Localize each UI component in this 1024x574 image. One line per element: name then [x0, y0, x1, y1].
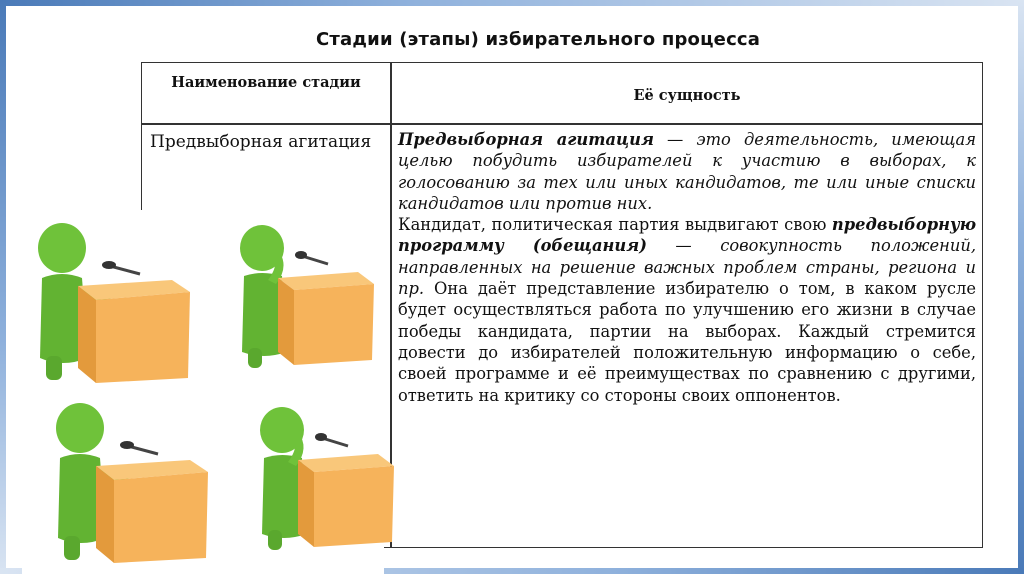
speakers-illustration	[22, 210, 384, 574]
slide-frame-left	[0, 0, 6, 574]
column-header-essence: Её сущность	[633, 87, 741, 104]
header-divider	[142, 123, 982, 125]
definition-campaigning: это деятельность, имеющая целью побудить избирателей к участию в выборах, к голосованию за тех или иных кандидатов, те или иные списки кандидатов или против них.	[398, 130, 977, 213]
dash: —	[653, 130, 697, 149]
slide-title: Стадии (этапы) избирательного процесса	[316, 29, 761, 50]
paragraph-candidate-rest: Она даёт представление избирателю о том, в каком русле будет осуществляться работа по улучшению его жизни в случае победы кандидата, партии на выборах. Каждый стремится довести до избирателей положительную информацию о себе, своей программе и её преимуществах по сравнению с другими, ответить на критику со стороны своих оппонентов.	[398, 279, 976, 405]
stage-name-cell: Предвыборная агитация	[150, 132, 372, 152]
speaker-at-podium-icon	[252, 402, 402, 552]
term-campaigning: Предвыборная агитация	[398, 130, 654, 149]
slide-frame-right	[1018, 0, 1024, 574]
paragraph-candidate-start: Кандидат, политическая партия выдвигают свою	[398, 215, 832, 235]
speaker-at-podium-icon	[232, 220, 382, 370]
speaker-at-podium-icon	[40, 398, 215, 563]
speaker-at-podium-icon	[22, 218, 197, 383]
definition-program: совокупность положений, направленных на решение важных проблем страны, региона и пр.	[398, 236, 976, 299]
dash: —	[646, 236, 721, 256]
column-header-stage: Наименование стадии	[171, 74, 361, 91]
term-program: предвыборную программу (обещания)	[398, 215, 976, 256]
essence-cell	[398, 129, 976, 406]
slide-frame-top	[0, 0, 1024, 6]
